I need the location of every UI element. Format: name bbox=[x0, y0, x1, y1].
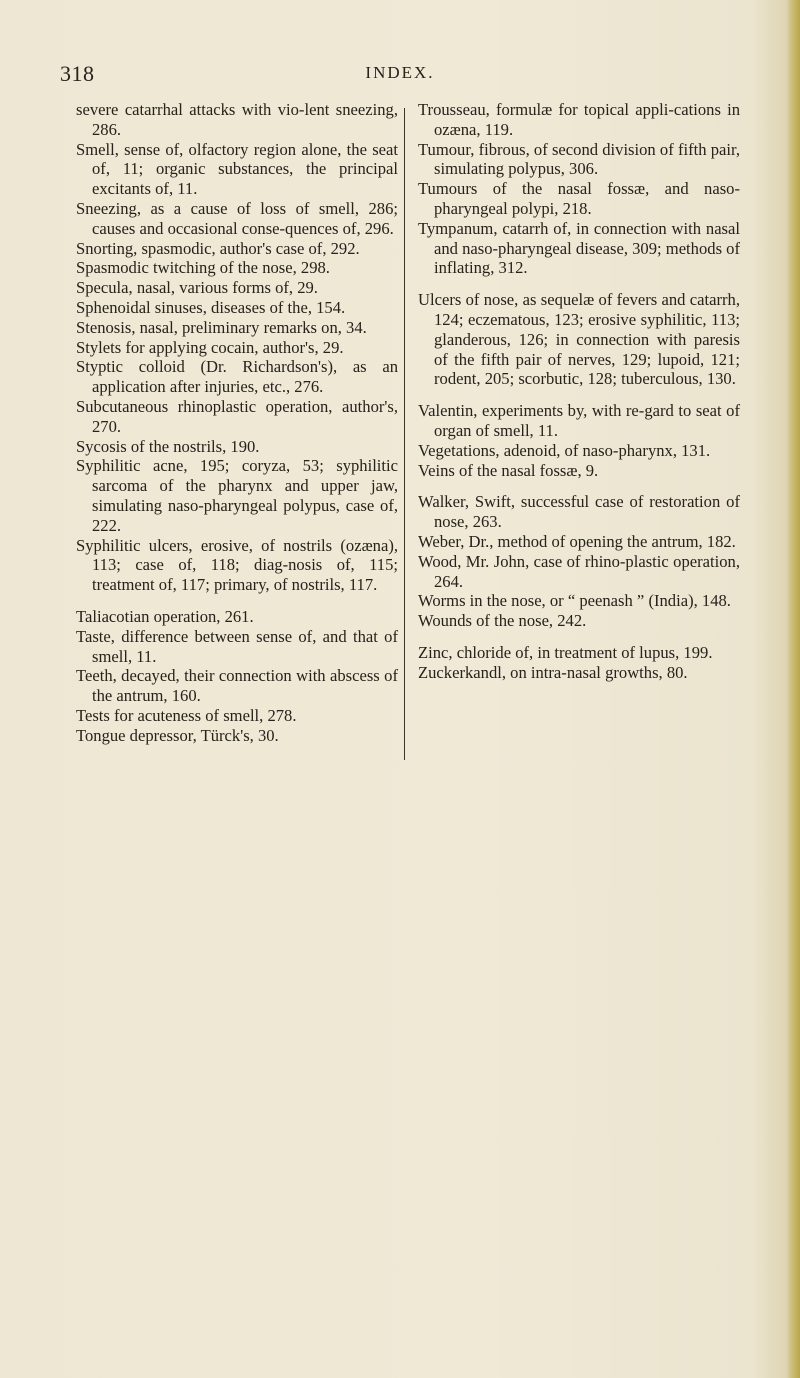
index-entry: Subcutaneous rhinoplastic operation, author's, 270. bbox=[76, 396, 398, 436]
index-entry: Stylets for applying cocain, author's, 29. bbox=[76, 337, 344, 357]
page-header bbox=[0, 61, 800, 89]
index-entry: severe catarrhal attacks with vio-lent sneezing, 286. bbox=[76, 100, 398, 139]
index-entry: Walker, Swift, successful case of restoration of nose, 263. bbox=[418, 492, 740, 532]
index-entry: Valentin, experiments by, with re-gard to seat of organ of smell, 11. bbox=[418, 401, 740, 440]
index-entry: Specula, nasal, various forms of, 29. bbox=[76, 278, 318, 298]
page-edge bbox=[786, 0, 800, 1378]
entry-group-gap bbox=[418, 278, 740, 290]
entry-group-gap bbox=[418, 480, 740, 492]
page-number: 318 bbox=[60, 61, 95, 86]
entry-group-gap bbox=[418, 389, 740, 401]
index-entry: Trousseau, formulæ for topical appli-cations in ozæna, 119. bbox=[418, 100, 740, 139]
index-entry: Syphilitic ulcers, erosive, of nostrils (ozæna), 113; case of, 118; diag-nosis of, 115; treatment of, 117; primary, of nostrils, 117. bbox=[76, 535, 398, 595]
index-entry: Smell, sense of, olfactory region alone, the seat of, 11; organic substances, the principal excitants of, 11. bbox=[76, 139, 398, 199]
index-entry: Veins of the nasal fossæ, 9. bbox=[418, 460, 599, 480]
running-title: INDEX. bbox=[365, 63, 435, 82]
index-entry: Wood, Mr. John, case of rhino-plastic operation, 264. bbox=[418, 551, 740, 591]
index-entry: Snorting, spasmodic, author's case of, 292. bbox=[76, 238, 360, 258]
index-entry: Ulcers of nose, as sequelæ of fevers and catarrh, 124; eczematous, 123; erosive syphilitic, 113; glanderous, 126; in connection with paresis of the fifth pair of nerves, 129; lupoid, 121; rodent, 205; scorbutic, 128; tuberculous, 130. bbox=[418, 290, 740, 389]
index-entry: Stenosis, nasal, preliminary remarks on, 34. bbox=[76, 317, 367, 337]
index-entry: Worms in the nose, or “ peenash ” (India), 148. bbox=[418, 591, 731, 611]
index-entry: Sphenoidal sinuses, diseases of the, 154. bbox=[76, 297, 346, 317]
index-entry: Sycosis of the nostrils, 190. bbox=[76, 436, 260, 456]
index-entry: Zinc, chloride of, in treatment of lupus, 199. bbox=[418, 642, 713, 662]
index-entry: Tumours of the nasal fossæ, and naso-pharyngeal polypi, 218. bbox=[418, 179, 740, 218]
index-entry: Tympanum, catarrh of, in connection with nasal and naso-pharyngeal disease, 309; methods of inflating, 312. bbox=[418, 218, 740, 278]
entry-group-gap bbox=[418, 631, 740, 643]
index-column-left bbox=[76, 100, 398, 746]
index-entry: Tongue depressor, Türck's, 30. bbox=[76, 725, 279, 745]
index-entry: Wounds of the nose, 242. bbox=[418, 611, 587, 631]
index-entry: Taliacotian operation, 261. bbox=[76, 606, 254, 626]
index-entry: Tumour, fibrous, of second division of fifth pair, simulating polypus, 306. bbox=[418, 139, 740, 179]
index-entry: Styptic colloid (Dr. Richardson's), as an application after injuries, etc., 276. bbox=[76, 357, 398, 397]
index-entry: Spasmodic twitching of the nose, 298. bbox=[76, 258, 330, 278]
index-entry: Teeth, decayed, their connection with abscess of the antrum, 160. bbox=[76, 666, 398, 706]
entry-group-gap bbox=[76, 595, 398, 607]
column-divider bbox=[404, 108, 405, 760]
index-entry: Taste, difference between sense of, and that of smell, 11. bbox=[76, 626, 398, 666]
index-entry: Sneezing, as a cause of loss of smell, 286; causes and occasional conse-quences of, 296. bbox=[76, 198, 398, 238]
index-entry: Weber, Dr., method of opening the antrum, 182. bbox=[418, 531, 736, 551]
index-entry: Syphilitic acne, 195; coryza, 53; syphilitic sarcoma of the pharynx and upper jaw, simulating naso-pharyngeal polypus, case of, 222. bbox=[76, 456, 398, 535]
index-column-right bbox=[418, 100, 740, 683]
index-entry: Vegetations, adenoid, of naso-pharynx, 131. bbox=[418, 440, 711, 460]
index-entry: Zuckerkandl, on intra-nasal growths, 80. bbox=[418, 662, 688, 682]
index-entry: Tests for acuteness of smell, 278. bbox=[76, 705, 297, 725]
